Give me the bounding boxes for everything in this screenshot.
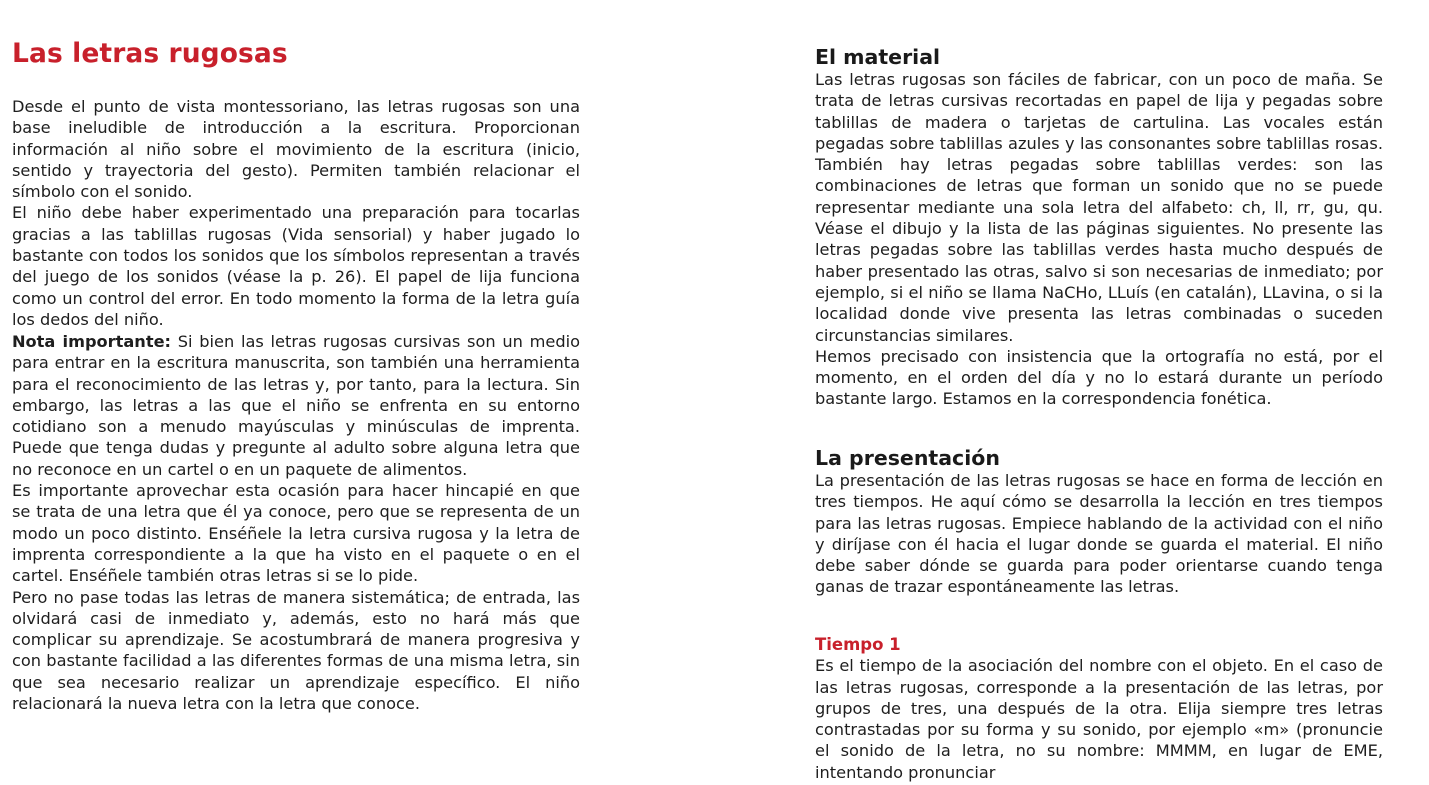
sistematica-paragraph: Pero no pase todas las letras de manera sistemática; de entrada, las olvidará casi de inmediato y, además, esto no hará más que complicar su aprendizaje. Se acostumbrará de manera progresiva y con bastante facilidad a las diferentes formas de una misma letra, sin que sea necesario realizar un aprendizaje específico. El niño relacionará la nueva letra con la letra que conoce.	[12, 587, 580, 714]
section-title-presentation: La presentación	[815, 446, 1000, 470]
material-section	[815, 46, 1383, 410]
note-text: Si bien las letras rugosas cursivas son un medio para entrar en la escritura manuscrita, son también una herramienta para el reconocimiento de las letras y, por tanto, para la lectura. Sin embargo, las letras a las que el niño se enfrenta en su entorno cotidiano son a menudo mayúsculas y minúsculas de imprenta. Puede que tenga dudas y pregunte al adulto sobre alguna letra que no reconoce en un cartel o en un paquete de alimentos.	[12, 332, 580, 479]
orthography-paragraph: Hemos precisado con insistencia que la ortografía no está, por el momento, en el orden del día y no lo estará durante un período bastante largo. Estamos en la correspondencia fonética.	[815, 346, 1383, 409]
intro-paragraph: Desde el punto de vista montessoriano, las letras rugosas son una base ineludible de introducción a la escritura. Proporcionan información al niño sobre el movimiento de la escritura (inicio, sentido y trayectoria del gesto). Permiten también relacionar el símbolo con el sonido.	[12, 97, 580, 202]
hincapie-paragraph: Es importante aprovechar esta ocasión para hacer hincapié en que se trata de una letra que él ya conoce, pero que se representa de un modo un poco distinto. Enséñele la letra cursiva rugosa y la letra de imprenta correspondiente a la que ha visto en el paquete o en el cartel. Enséñele también otras letras si se lo pide.	[12, 481, 580, 586]
tiempo-section	[815, 634, 1383, 783]
page-title: Las letras rugosas	[12, 38, 288, 69]
note-paragraph	[12, 331, 580, 480]
intro-block	[12, 96, 580, 330]
note-label: Nota importante:	[12, 332, 172, 351]
tiempo-paragraph: Es el tiempo de la asociación del nombre con el objeto. En el caso de las letras rugosas, corresponde a la presentación de las letras, por grupos de tres, una después de la otra. Elija siempre tres letras contrastadas por su forma y su sonido, por ejemplo «m» (pronuncie el sonido de la letra, no su nombre: MMMM, en lugar de EME, intentando pronunciar	[815, 656, 1383, 782]
presentation-section	[815, 447, 1383, 598]
subsection-title-tiempo-1: Tiempo 1	[815, 635, 901, 654]
presentation-paragraph: La presentación de las letras rugosas se hace en forma de lección en tres tiempos. He aquí cómo se desarrolla la lección en tres tiempos para las letras rugosas. Empiece hablando de la actividad con el niño y diríjase con él hacia el lugar donde se guarda el material. El niño debe saber dónde se guarda para poder orientarse cuando tenga ganas de trazar espontáneamente las letras.	[815, 471, 1383, 597]
note-block	[12, 331, 580, 714]
preparation-paragraph: El niño debe haber experimentado una preparación para tocarlas gracias a las tablillas rugosas (Vida sensorial) y haber jugado lo bastante con todos los sonidos que los símbolos representan a través del juego de los sonidos (véase la p. 26). El papel de lija funciona como un control del error. En todo momento la forma de la letra guía los dedos del niño.	[12, 203, 580, 329]
section-title-material: El material	[815, 45, 941, 69]
material-paragraph: Las letras rugosas son fáciles de fabricar, con un poco de maña. Se trata de letras cursivas recortadas en papel de lija y pegadas sobre tablillas de madera o tarjetas de cartulina. Las vocales están pegadas sobre tablillas azules y las consonantes sobre tablillas rosas. También hay letras pegadas sobre tablillas verdes: son las combinaciones de letras que forman un sonido que no se puede representar mediante una sola letra del alfabeto: ch, ll, rr, gu, qu. Véase el dibujo y la lista de las páginas siguientes. No presente las letras pegadas sobre las tablillas verdes hasta mucho después de haber presentado las otras, salvo si son necesarias de inmediato; por ejemplo, si el niño se llama NaCHo, LLuís (en catalán), LLavina, o si la localidad donde vive presenta las letras combinadas o suceden circunstancias similares.	[815, 70, 1383, 345]
